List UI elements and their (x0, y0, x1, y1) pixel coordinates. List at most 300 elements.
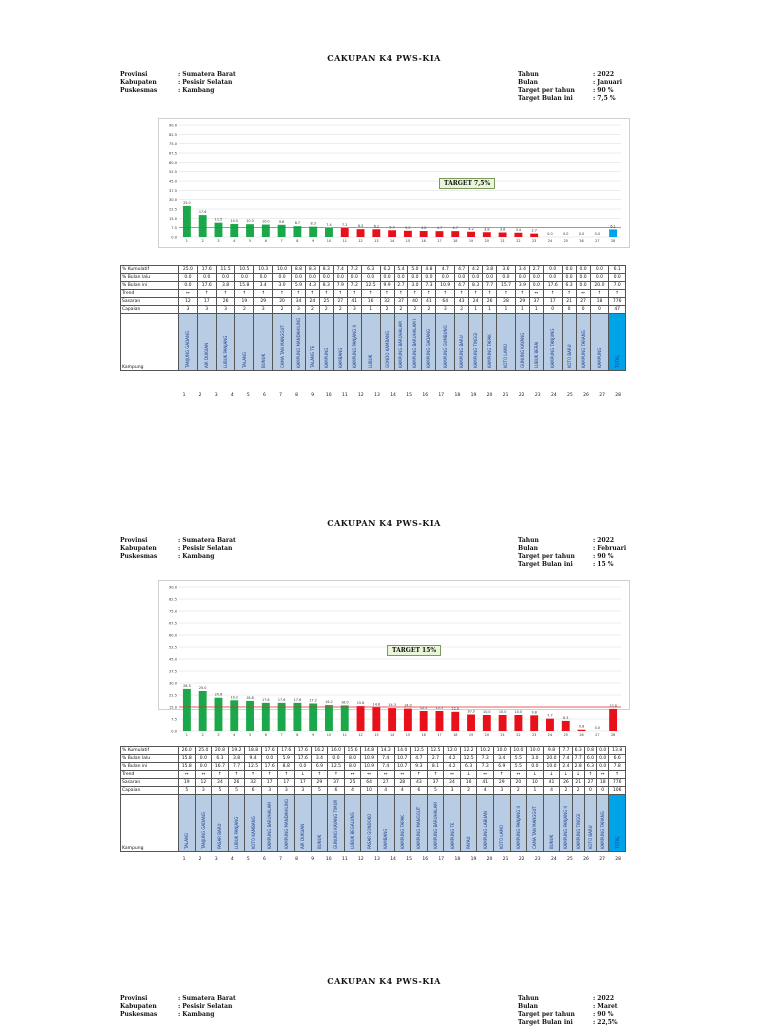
bar-value-label: 16.0 (340, 700, 349, 705)
row-label: % Bulan lalu (121, 274, 179, 282)
table-cell: 776 (609, 779, 626, 787)
kampung-cell (377, 795, 394, 852)
table-cell: 2 (305, 306, 319, 314)
table-cell: 0.0 (347, 274, 361, 282)
row-label: % Bulan ini (121, 282, 179, 290)
bar (546, 719, 554, 731)
kampung-number: 3 (214, 393, 218, 398)
table-cell: 24 (469, 298, 483, 306)
table-cell: 4.2 (469, 266, 483, 274)
table-cell: ↑ (228, 771, 245, 779)
kampung-number: 14 (390, 393, 396, 398)
label-bulan: Bulan (518, 79, 538, 86)
value-target-bulan: : 15 % (593, 561, 614, 568)
table-cell: 3.8 (228, 755, 245, 763)
kampung-name: TANJUNG GADANG (185, 330, 191, 368)
table-cell: 2 (319, 306, 333, 314)
table-cell: 6 (245, 787, 262, 795)
kampung-name: CAMA TAN MANGGUT (279, 325, 285, 368)
table-cell: 0.0 (590, 266, 609, 274)
value-target-tahun: : 90 % (593, 553, 614, 560)
table-cell: 7.0 (609, 282, 626, 290)
table-cell: 41 (477, 779, 494, 787)
table-cell: 6.0 (584, 755, 596, 763)
table-cell: 20 (273, 298, 292, 306)
x-tick-label: 19 (468, 239, 474, 243)
bar (514, 715, 522, 731)
kampung-name: KOTO KAMBANG (250, 816, 256, 849)
kampung-number: 1 (182, 857, 186, 862)
table-cell: 0.0 (295, 763, 312, 771)
kampung-name: KAMPUNG PANJANG II (563, 806, 569, 849)
bar (451, 712, 459, 731)
table-cell: 0.0 (328, 755, 345, 763)
table-cell: 9.8 (543, 747, 560, 755)
x-tick-label: 6 (264, 733, 267, 737)
table-cell: 12.5 (411, 747, 428, 755)
x-tick-label: 25 (563, 733, 568, 737)
table-cell: 32 (245, 779, 262, 787)
kampung-number: 12 (358, 857, 364, 862)
label-kabupaten: Kabupaten (120, 1003, 157, 1010)
table-cell: 2.7 (394, 282, 408, 290)
kampung-number: 9 (311, 393, 315, 398)
table-cell: 8.8 (278, 763, 295, 771)
table-cell: 12.5 (361, 282, 380, 290)
bar-value-label: 18.8 (246, 695, 254, 700)
kampung-number: 7 (279, 393, 282, 398)
kampung-name: CAMA TAN MANGGUT (532, 806, 538, 849)
kampung-number: 15 (406, 393, 412, 398)
table-cell: 6.2 (380, 266, 394, 274)
table-cell: 4 (543, 787, 560, 795)
kampung-name: KAMPUNG GUMBUNG (442, 325, 448, 368)
table-cell: 10 (527, 779, 544, 787)
table-cell: 7.3 (477, 755, 494, 763)
kampung-name: KAMPUNG TARANG (600, 811, 606, 849)
kampung-cell (597, 795, 609, 852)
table-cell: 28 (394, 779, 411, 787)
table-cell: 5.5 (510, 755, 527, 763)
table-cell: ↑ (483, 290, 497, 298)
table-cell: 26.0 (179, 747, 196, 755)
bar (483, 715, 491, 731)
table-cell: 0.0 (527, 763, 544, 771)
table-cell: 5 (179, 787, 196, 795)
table-cell: 4.7 (436, 266, 455, 274)
table-cell: 2 (422, 306, 436, 314)
kampung-number: 23 (534, 393, 541, 398)
bar-value-label: 11.5 (214, 217, 223, 222)
y-tick-label: 22.5 (168, 207, 177, 212)
table-cell: 26 (560, 779, 572, 787)
value-tahun: : 2022 (593, 71, 615, 78)
kampung-number: 27 (599, 857, 605, 862)
row-label: Sasaran (121, 298, 179, 306)
table-cell: 2 (394, 306, 408, 314)
kampung-cell (179, 795, 196, 852)
table-cell: 0.0 (319, 274, 333, 282)
kampung-number: 25 (567, 393, 573, 398)
kampung-cell (560, 795, 572, 852)
table-cell: 0.0 (235, 274, 254, 282)
value-bulan: : Maret (593, 1003, 618, 1010)
x-tick-label: 27 (595, 239, 600, 243)
kampung-number: 12 (358, 393, 364, 398)
row-label: Capaian (121, 306, 179, 314)
x-tick-label: 26 (579, 239, 584, 243)
table-cell: ↑ (347, 290, 361, 298)
bar-value-label: 0.0 (578, 232, 585, 236)
bar-value-label: 10.0 (514, 710, 523, 714)
table-cell: ↑ (497, 290, 516, 298)
kampung-number: 8 (295, 393, 299, 398)
row-label: Trend (121, 290, 179, 298)
table-cell: 8.0 (344, 755, 361, 763)
table-cell: 3.4 (493, 755, 510, 763)
table-cell: ↔ (344, 771, 361, 779)
table-cell: 7.7 (228, 763, 245, 771)
table-cell: 4 (377, 787, 394, 795)
kampung-cell (444, 795, 461, 852)
table-cell: ↔ (529, 290, 543, 298)
table-cell: 0.0 (590, 274, 609, 282)
table-cell: 0.0 (179, 274, 198, 282)
table-cell: 17.6 (261, 747, 278, 755)
table-cell: 3 (493, 787, 510, 795)
x-tick-label: 22 (516, 733, 521, 737)
table-cell: 0.0 (529, 282, 543, 290)
table-cell: ↑ (216, 290, 235, 298)
bar (404, 709, 412, 731)
table-cell: 29 (493, 779, 510, 787)
row-label: Trend (121, 771, 179, 779)
kampung-name: KAMPUNG TE (449, 822, 455, 849)
label-provinsi: Provinsi (120, 537, 148, 544)
x-tick-label: 17 (437, 733, 442, 737)
table-cell: 3 (179, 306, 198, 314)
bar-value-label: 0.0 (563, 232, 569, 236)
bar-value-label: 17.2 (309, 698, 317, 703)
y-tick-label: 0.0 (171, 235, 177, 240)
table-cell: 2.4 (560, 763, 572, 771)
table-cell: ↔ (179, 771, 196, 779)
table-cell: 0.0 (291, 274, 305, 282)
x-tick-label: 23 (532, 733, 537, 737)
table-row (121, 771, 626, 779)
kampung-name: LUBUK BERAI (533, 341, 539, 368)
table-cell: 10.5 (235, 266, 254, 274)
table-cell: 0.0 (380, 274, 394, 282)
table-cell: 34 (291, 298, 305, 306)
table-cell: 17.6 (278, 747, 295, 755)
label-kabupaten: Kabupaten (120, 545, 157, 552)
chart-area (158, 580, 630, 737)
table-cell: 2 (460, 787, 477, 795)
kampung-cell (572, 795, 584, 852)
table-cell: 6.3 (212, 755, 229, 763)
table-cell: ↑ (261, 771, 278, 779)
table-cell: 17.6 (543, 282, 562, 290)
table-cell: 10.9 (436, 282, 455, 290)
table-cell: 8.3 (305, 266, 319, 274)
kampung-name: KAMPUNG MANGGUT (416, 806, 422, 849)
bar (436, 711, 444, 731)
y-tick-label: 15.0 (168, 216, 177, 221)
table-cell: ↑ (493, 771, 510, 779)
table-cell: 3.0 (408, 282, 422, 290)
bar (309, 703, 317, 731)
table-cell: 17 (197, 298, 216, 306)
kampung-number: 1 (182, 393, 186, 398)
table-cell: ↑ (212, 771, 229, 779)
table-cell: 4.8 (422, 266, 436, 274)
kampung-number: 17 (438, 857, 445, 862)
table-cell: 12 (195, 779, 212, 787)
kampung-name: BUNUK (549, 834, 554, 849)
bar-value-label: 6.3 (357, 224, 364, 229)
table-cell: 17 (278, 779, 295, 787)
bar-value-label: 6.2 (373, 224, 380, 229)
table-cell: 3.9 (515, 282, 529, 290)
kampung-number: 3 (214, 857, 218, 862)
bar (467, 715, 475, 731)
y-tick-label: 7.5 (171, 226, 177, 231)
table-cell: ↑ (590, 290, 609, 298)
table-cell: ↑ (380, 290, 394, 298)
kampung-name: TALANG TE (309, 345, 315, 368)
table-cell: 37 (427, 779, 444, 787)
kampung-number: 5 (246, 857, 250, 862)
table-cell: 27 (377, 779, 394, 787)
table-cell: 10.0 (493, 747, 510, 755)
x-tick-label: 8 (296, 239, 299, 243)
table-cell: 6 (328, 787, 345, 795)
table-cell: 6.3 (361, 266, 380, 274)
table-cell: ↑ (245, 771, 262, 779)
table-cell: 3.0 (527, 755, 544, 763)
label-kabupaten: Kabupaten (120, 79, 157, 86)
table-cell: 18 (590, 298, 609, 306)
label-target-tahun: Target per tahun (518, 1011, 575, 1018)
table-cell: 12.5 (328, 763, 345, 771)
bar-value-label: 25.0 (183, 200, 191, 205)
table-cell: 7.7 (572, 755, 584, 763)
kampung-number: 19 (470, 393, 477, 398)
table-cell: 9.4 (245, 755, 262, 763)
x-tick-label: 28 (610, 239, 616, 243)
table-cell: 15.6 (344, 747, 361, 755)
value-bulan: : Februari (593, 545, 627, 552)
table-cell: 15.8 (179, 763, 196, 771)
x-tick-label: 18 (453, 239, 458, 243)
table-cell: 14.0 (394, 747, 411, 755)
kampung-number-row (176, 857, 626, 862)
table-cell: 18 (597, 779, 609, 787)
table-cell: 24 (444, 779, 461, 787)
table-cell: 14.3 (377, 747, 394, 755)
bar (499, 715, 507, 731)
row-label: % Bulan ini (121, 763, 179, 771)
table-cell: ↓ (527, 771, 544, 779)
table-cell: 0.0 (394, 274, 408, 282)
value-target-tahun: : 90 % (593, 87, 614, 94)
table-cell: 0.0 (543, 274, 562, 282)
table-cell: ↑ (361, 290, 380, 298)
table-cell: 5 (228, 787, 245, 795)
table-cell: ↑ (543, 290, 562, 298)
table-cell: ↑ (305, 290, 319, 298)
table-cell: 3 (261, 787, 278, 795)
table-cell: 4.2 (444, 763, 461, 771)
table-cell: ↑ (609, 290, 626, 298)
bar-value-label: 9.8 (531, 710, 537, 715)
table-cell: 40 (408, 298, 422, 306)
x-tick-label: 3 (217, 733, 220, 737)
bar-value-label: 4.7 (436, 226, 443, 231)
bar-value-label: 12.5 (435, 706, 444, 710)
table-cell: 2.8 (572, 763, 584, 771)
kampung-cell (543, 795, 560, 852)
table-cell: ↑ (436, 290, 455, 298)
y-tick-label: 82.5 (168, 597, 177, 602)
table-cell: ↔ (576, 290, 590, 298)
table-cell: ↔ (195, 771, 212, 779)
table-cell: 3 (347, 306, 361, 314)
bar-value-label: 3.8 (484, 227, 490, 232)
table-cell: 2 (235, 306, 254, 314)
kampung-cell (245, 795, 262, 852)
bar-value-label: 17.6 (198, 210, 207, 215)
kampung-number: 18 (454, 857, 461, 862)
table-cell: ↑ (333, 290, 347, 298)
x-tick-label: 1 (185, 239, 188, 243)
table-cell: 8.3 (319, 266, 333, 274)
table-cell: 8.3 (469, 282, 483, 290)
y-tick-label: 82.5 (168, 132, 177, 137)
table-cell: 0.0 (195, 755, 212, 763)
kampung-number: 13 (374, 857, 380, 862)
bar-value-label: 13.8 (609, 703, 617, 708)
table-cell: 17 (261, 779, 278, 787)
bar-value-label: 26.3 (183, 683, 191, 688)
table-cell: 9.3 (411, 763, 428, 771)
table-cell: 2 (273, 306, 292, 314)
table-cell: 7.7 (560, 747, 572, 755)
x-tick-label: 8 (296, 733, 299, 737)
table-cell: 28 (497, 298, 516, 306)
table-row (121, 763, 626, 771)
x-tick-label: 15 (405, 239, 411, 243)
bar-value-label: 12.0 (451, 706, 460, 711)
bar-value-label: 7.2 (342, 223, 348, 228)
table-cell: 0.0 (361, 274, 380, 282)
table-cell: 25.0 (179, 266, 198, 274)
value-tahun: : 2022 (593, 995, 615, 1002)
kampung-name: LUBUK PANJANG (223, 335, 229, 368)
y-tick-label: 60.0 (168, 633, 177, 638)
value-kabupaten: : Pesisir Selatan (178, 545, 233, 552)
table-cell: 10.0 (543, 763, 560, 771)
kampung-name: KAMPUNG BARUHALAM (267, 802, 273, 849)
table-cell: 17.6 (197, 266, 216, 274)
x-tick-label: 18 (453, 733, 458, 737)
row-label: % Kumulatif (121, 747, 179, 755)
kampung-name: KOTO BARU (587, 825, 593, 849)
x-tick-label: 13 (374, 239, 379, 243)
x-tick-label: 7 (280, 733, 283, 737)
kampung-number: 11 (341, 857, 348, 862)
row-label: Kampung (121, 314, 179, 371)
table-cell: 17 (295, 779, 312, 787)
table-cell: 2 (408, 306, 422, 314)
table-cell: 26 (216, 298, 235, 306)
table-cell: 0.0 (422, 274, 436, 282)
row-label: Sasaran (121, 779, 179, 787)
kampung-name: GUNUNG KAYANG TIMUR (333, 799, 339, 849)
table-cell: 0.0 (597, 763, 609, 771)
bar-value-label: 10.0 (498, 710, 507, 714)
kampung-name: BUNUK (316, 834, 322, 849)
x-tick-label: 7 (280, 239, 283, 243)
bar-value-label: 0.0 (547, 232, 553, 236)
x-tick-label: 5 (248, 239, 252, 243)
table-cell: 6.1 (609, 266, 626, 274)
bar (530, 715, 538, 731)
table-cell: ↑ (408, 290, 422, 298)
y-tick-label: 90.0 (168, 585, 177, 590)
table-cell: 3.8 (483, 266, 497, 274)
table-cell: ↑ (394, 290, 408, 298)
kampung-cell (328, 795, 345, 852)
table-cell: 37 (529, 298, 543, 306)
table-cell: 41 (422, 298, 436, 306)
kampung-cell (477, 795, 494, 852)
kampung-name: KOTO LAMO (499, 824, 505, 849)
table-cell: 10.3 (254, 266, 273, 274)
label-target-bulan: Target Bulan ini (518, 1019, 573, 1026)
y-tick-label: 90.0 (168, 123, 177, 128)
table-cell: ↑ (254, 290, 273, 298)
table-cell: 0.0 (529, 274, 543, 282)
kampung-name: TOTAL (614, 355, 620, 368)
table-cell: ↔ (377, 771, 394, 779)
x-tick-label: 13 (374, 733, 379, 737)
table-cell: 5 (212, 787, 229, 795)
table-cell: 12.5 (427, 747, 444, 755)
table-cell: 0 (590, 306, 609, 314)
table-cell: 16.7 (212, 763, 229, 771)
x-tick-label: 12 (358, 733, 363, 737)
table-cell: 29 (515, 298, 529, 306)
table-cell: 4 (394, 787, 411, 795)
table-cell: 1 (469, 306, 483, 314)
kampung-number: 16 (422, 857, 429, 862)
table-cell: ↑ (328, 771, 345, 779)
table-cell: ↑ (609, 771, 626, 779)
table-cell: 8.1 (427, 763, 444, 771)
row-label: Kampung (121, 795, 179, 852)
value-bulan: : Januari (593, 79, 623, 86)
table-cell: ↔ (477, 771, 494, 779)
x-tick-label: 16 (421, 239, 426, 243)
x-tick-label: 24 (547, 733, 553, 737)
kampung-name: TALANG (184, 832, 190, 849)
table-cell: 5 (311, 787, 328, 795)
table-cell: 3.8 (216, 282, 235, 290)
table-row (121, 755, 626, 763)
table-cell: 10.2 (477, 747, 494, 755)
